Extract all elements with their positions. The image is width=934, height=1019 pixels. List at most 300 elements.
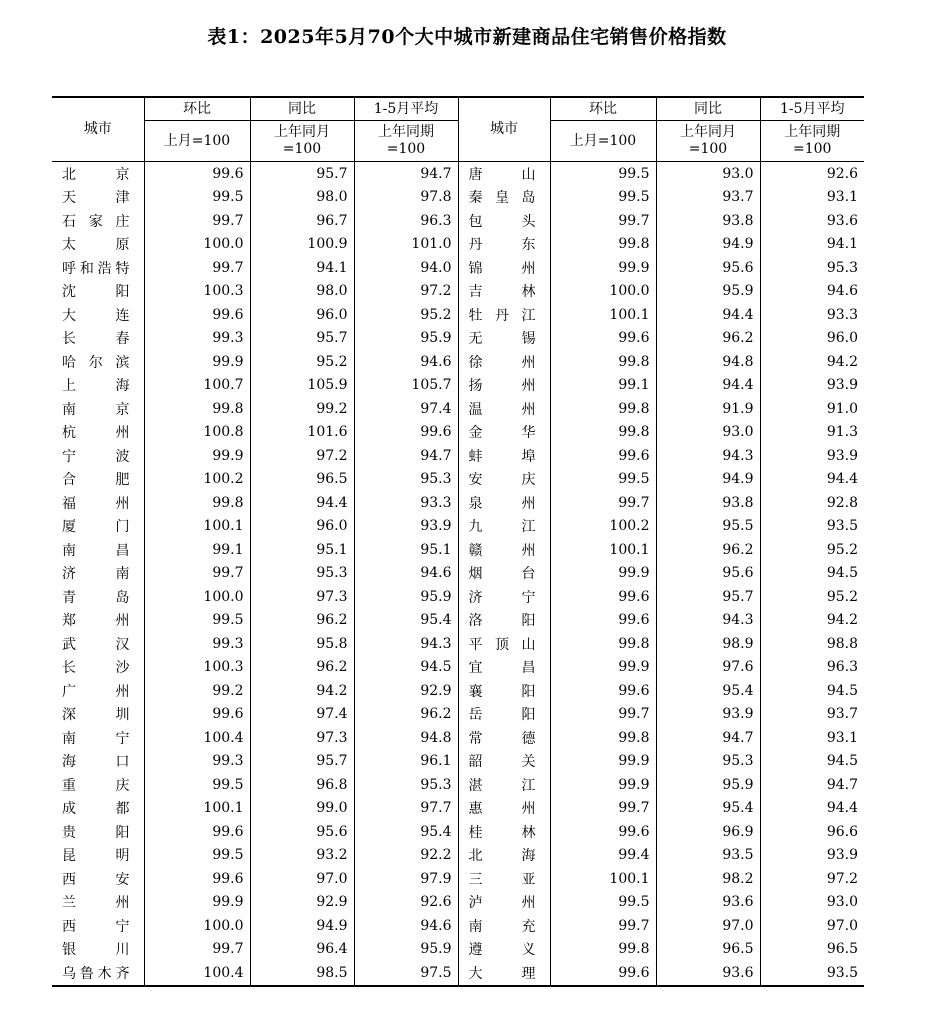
city-name-right: 扬 州 — [458, 374, 550, 398]
avg-value-left: 99.6 — [354, 421, 458, 445]
city-name-left: 福 州 — [62, 495, 130, 512]
avg-value-left: 92.9 — [354, 679, 458, 703]
yoy-value-right: 95.9 — [656, 773, 760, 797]
avg-value-left: 93.3 — [354, 491, 458, 515]
yoy-value-right: 98.2 — [656, 867, 760, 891]
mom-value-left: 99.7 — [144, 938, 250, 962]
avg-value-right: 94.2 — [760, 350, 864, 374]
mom-value-left: 100.3 — [144, 280, 250, 304]
avg-value-left: 97.8 — [354, 186, 458, 210]
mom-header-left: 环比 — [144, 97, 250, 121]
yoy-value-right: 94.7 — [656, 726, 760, 750]
yoy-header-right: 同比 — [656, 97, 760, 121]
yoy-value-right: 94.3 — [656, 609, 760, 633]
avg-base-left: 上年同期 =100 — [354, 121, 458, 162]
avg-value-left: 101.0 — [354, 233, 458, 257]
table-row — [52, 585, 864, 609]
table-row — [52, 703, 864, 727]
city-name-right: 赣 州 — [458, 538, 550, 562]
avg-value-right: 93.5 — [760, 515, 864, 539]
city-column-header-left: 城市 — [52, 97, 144, 162]
yoy-value-right: 93.7 — [656, 186, 760, 210]
yoy-value-right: 96.2 — [656, 538, 760, 562]
table-row — [52, 515, 864, 539]
mom-base-left: 上月=100 — [144, 121, 250, 162]
city-name-left: 杭 州 — [62, 425, 130, 442]
mom-value-left: 100.1 — [144, 797, 250, 821]
table-row — [52, 891, 864, 915]
avg-value-right: 97.2 — [760, 867, 864, 891]
city-name-left: 青 岛 — [62, 589, 130, 606]
city-name-right: 大 理 — [458, 961, 550, 986]
city-name-right: 蚌 埠 — [458, 444, 550, 468]
city-name-left: 南 京 — [62, 401, 130, 418]
mom-value-right: 100.1 — [550, 538, 656, 562]
yoy-value-left: 94.9 — [250, 914, 354, 938]
table-row — [52, 773, 864, 797]
table-row — [52, 374, 864, 398]
yoy-value-right: 95.7 — [656, 585, 760, 609]
yoy-value-left: 96.2 — [250, 609, 354, 633]
yoy-value-right: 94.9 — [656, 468, 760, 492]
mom-value-left: 99.6 — [144, 867, 250, 891]
mom-value-right: 100.0 — [550, 280, 656, 304]
mom-value-right: 99.9 — [550, 256, 656, 280]
mom-value-right: 99.1 — [550, 374, 656, 398]
table-row — [52, 632, 864, 656]
table-row — [52, 327, 864, 351]
mom-value-left: 99.3 — [144, 632, 250, 656]
avg-value-left: 93.9 — [354, 515, 458, 539]
city-name-right: 岳 阳 — [458, 703, 550, 727]
yoy-value-left: 97.2 — [250, 444, 354, 468]
avg-value-left: 97.2 — [354, 280, 458, 304]
mom-value-right: 99.7 — [550, 209, 656, 233]
yoy-value-left: 101.6 — [250, 421, 354, 445]
mom-value-left: 99.7 — [144, 562, 250, 586]
avg-value-right: 94.1 — [760, 233, 864, 257]
city-name-left: 大 连 — [62, 307, 130, 324]
yoy-value-left: 94.1 — [250, 256, 354, 280]
avg-value-left: 95.2 — [354, 303, 458, 327]
yoy-value-right: 98.9 — [656, 632, 760, 656]
table-row — [52, 867, 864, 891]
table-row — [52, 280, 864, 304]
mom-header-right: 环比 — [550, 97, 656, 121]
yoy-value-right: 96.5 — [656, 938, 760, 962]
avg-value-right: 91.3 — [760, 421, 864, 445]
mom-value-right: 99.5 — [550, 468, 656, 492]
city-column-header-right: 城市 — [458, 97, 550, 162]
avg-value-right: 94.5 — [760, 679, 864, 703]
table-row — [52, 397, 864, 421]
mom-value-right: 99.9 — [550, 656, 656, 680]
table-row — [52, 797, 864, 821]
city-name-right: 北 海 — [458, 844, 550, 868]
city-name-left: 南 宁 — [62, 730, 130, 747]
city-name-right: 徐 州 — [458, 350, 550, 374]
mom-value-right: 99.7 — [550, 703, 656, 727]
city-name-right: 无 锡 — [458, 327, 550, 351]
city-name-right: 秦皇岛 — [458, 186, 550, 210]
avg-value-left: 97.5 — [354, 961, 458, 986]
yoy-value-right: 93.6 — [656, 891, 760, 915]
city-name-right: 南 充 — [458, 914, 550, 938]
avg-value-right: 94.4 — [760, 797, 864, 821]
yoy-value-right: 97.0 — [656, 914, 760, 938]
yoy-value-right: 95.5 — [656, 515, 760, 539]
city-name-left: 重 庆 — [62, 777, 130, 794]
avg-value-right: 96.5 — [760, 938, 864, 962]
yoy-value-right: 93.5 — [656, 844, 760, 868]
city-name-left: 哈尔滨 — [62, 354, 130, 371]
yoy-value-right: 95.3 — [656, 750, 760, 774]
avg-value-right: 92.8 — [760, 491, 864, 515]
yoy-value-left: 95.7 — [250, 162, 354, 186]
city-name-left: 海 口 — [62, 754, 130, 771]
city-name-right: 平顶山 — [458, 632, 550, 656]
city-name-left: 乌鲁木齐 — [52, 961, 144, 986]
mom-value-right: 99.9 — [550, 750, 656, 774]
avg-value-left: 95.1 — [354, 538, 458, 562]
city-name-left: 上 海 — [62, 378, 130, 395]
price-index-table-container — [52, 96, 858, 987]
city-name-right: 唐 山 — [458, 162, 550, 186]
page-title: 表1：2025年5月70个大中城市新建商品住宅销售价格指数 — [207, 26, 727, 48]
table-row — [52, 726, 864, 750]
city-name-right: 桂 林 — [458, 820, 550, 844]
yoy-value-right: 94.4 — [656, 303, 760, 327]
mom-value-left: 99.3 — [144, 750, 250, 774]
mom-value-left: 99.9 — [144, 444, 250, 468]
avg-value-left: 94.3 — [354, 632, 458, 656]
avg-value-right: 91.0 — [760, 397, 864, 421]
yoy-value-left: 94.4 — [250, 491, 354, 515]
mom-value-right: 99.6 — [550, 585, 656, 609]
avg-value-right: 93.6 — [760, 209, 864, 233]
avg-value-right: 94.5 — [760, 750, 864, 774]
mom-value-right: 99.5 — [550, 162, 656, 186]
yoy-value-right: 94.8 — [656, 350, 760, 374]
mom-value-right: 99.5 — [550, 186, 656, 210]
avg-value-right: 95.2 — [760, 538, 864, 562]
yoy-value-left: 96.2 — [250, 656, 354, 680]
city-name-left: 银 川 — [62, 942, 130, 959]
yoy-value-left: 95.7 — [250, 750, 354, 774]
avg-value-left: 96.3 — [354, 209, 458, 233]
mom-value-left: 99.6 — [144, 703, 250, 727]
city-name-right: 安 庆 — [458, 468, 550, 492]
avg-value-left: 94.7 — [354, 444, 458, 468]
avg-base-right: 上年同期 =100 — [760, 121, 864, 162]
yoy-value-left: 95.2 — [250, 350, 354, 374]
yoy-value-left: 96.7 — [250, 209, 354, 233]
yoy-value-right: 93.6 — [656, 961, 760, 986]
mom-value-right: 99.8 — [550, 938, 656, 962]
avg-value-left: 97.4 — [354, 397, 458, 421]
yoy-value-left: 95.8 — [250, 632, 354, 656]
city-name-right: 惠 州 — [458, 797, 550, 821]
city-name-left: 郑 州 — [62, 613, 130, 630]
yoy-value-left: 97.0 — [250, 867, 354, 891]
avg-value-right: 93.5 — [760, 961, 864, 986]
yoy-value-left: 99.0 — [250, 797, 354, 821]
city-name-left: 呼和浩特 — [62, 260, 130, 277]
yoy-value-left: 98.5 — [250, 961, 354, 986]
table-row — [52, 186, 864, 210]
city-name-right: 牡丹江 — [458, 303, 550, 327]
avg-value-right: 93.1 — [760, 186, 864, 210]
avg-value-left: 92.6 — [354, 891, 458, 915]
avg-value-left: 95.9 — [354, 585, 458, 609]
yoy-value-right: 97.6 — [656, 656, 760, 680]
city-name-left: 成 都 — [62, 801, 130, 818]
city-name-left: 济 南 — [62, 566, 130, 583]
city-name-left: 西 安 — [62, 871, 130, 888]
city-name-right: 三 亚 — [458, 867, 550, 891]
mom-value-right: 99.8 — [550, 397, 656, 421]
city-name-left: 长 春 — [62, 331, 130, 348]
yoy-value-left: 96.5 — [250, 468, 354, 492]
table-row — [52, 468, 864, 492]
mom-value-left: 99.9 — [144, 891, 250, 915]
yoy-value-right: 93.0 — [656, 162, 760, 186]
city-name-right: 泸 州 — [458, 891, 550, 915]
yoy-value-right: 93.9 — [656, 703, 760, 727]
yoy-value-left: 95.6 — [250, 820, 354, 844]
yoy-value-left: 99.2 — [250, 397, 354, 421]
yoy-value-left: 95.1 — [250, 538, 354, 562]
yoy-base-left: 上年同月 =100 — [250, 121, 354, 162]
table-row — [52, 820, 864, 844]
table-row — [52, 350, 864, 374]
table-row — [52, 421, 864, 445]
mom-value-left: 99.5 — [144, 609, 250, 633]
city-name-left: 西 宁 — [62, 918, 130, 935]
avg-value-right: 94.4 — [760, 468, 864, 492]
mom-value-left: 100.0 — [144, 914, 250, 938]
mom-value-left: 99.7 — [144, 256, 250, 280]
mom-value-right: 99.6 — [550, 327, 656, 351]
city-name-right: 宜 昌 — [458, 656, 550, 680]
table-row — [52, 209, 864, 233]
mom-value-right: 99.6 — [550, 679, 656, 703]
avg-value-right: 96.6 — [760, 820, 864, 844]
mom-value-right: 100.2 — [550, 515, 656, 539]
table-row — [52, 656, 864, 680]
mom-value-right: 100.1 — [550, 867, 656, 891]
table-row — [52, 491, 864, 515]
avg-value-right: 98.8 — [760, 632, 864, 656]
mom-value-left: 99.6 — [144, 162, 250, 186]
city-name-right: 襄 阳 — [458, 679, 550, 703]
yoy-value-left: 94.2 — [250, 679, 354, 703]
avg-value-right: 93.9 — [760, 444, 864, 468]
yoy-value-left: 95.3 — [250, 562, 354, 586]
city-name-right: 金 华 — [458, 421, 550, 445]
city-name-left: 兰 州 — [62, 895, 130, 912]
mom-value-left: 99.6 — [144, 303, 250, 327]
city-name-right: 九 江 — [458, 515, 550, 539]
city-name-right: 锦 州 — [458, 256, 550, 280]
table-row — [52, 562, 864, 586]
avg-value-right: 95.3 — [760, 256, 864, 280]
avg-value-right: 94.5 — [760, 562, 864, 586]
table-row — [52, 961, 864, 986]
avg-value-left: 97.9 — [354, 867, 458, 891]
mom-value-left: 99.8 — [144, 397, 250, 421]
yoy-value-right: 95.6 — [656, 256, 760, 280]
yoy-value-right: 91.9 — [656, 397, 760, 421]
avg-value-right: 93.0 — [760, 891, 864, 915]
avg-value-right: 93.3 — [760, 303, 864, 327]
avg-value-left: 95.3 — [354, 773, 458, 797]
yoy-value-right: 94.4 — [656, 374, 760, 398]
yoy-value-left: 96.4 — [250, 938, 354, 962]
city-name-right: 洛 阳 — [458, 609, 550, 633]
city-name-left: 天 津 — [62, 190, 130, 207]
city-name-left: 昆 明 — [62, 848, 130, 865]
avg-value-left: 105.7 — [354, 374, 458, 398]
city-name-right: 遵 义 — [458, 938, 550, 962]
city-name-left: 长 沙 — [62, 660, 130, 677]
table-row — [52, 538, 864, 562]
yoy-value-left: 98.0 — [250, 186, 354, 210]
mom-value-right: 100.1 — [550, 303, 656, 327]
table-row — [52, 303, 864, 327]
mom-value-right: 99.7 — [550, 491, 656, 515]
yoy-value-left: 93.2 — [250, 844, 354, 868]
city-name-left: 深 圳 — [62, 707, 130, 724]
yoy-header-left: 同比 — [250, 97, 354, 121]
table-row — [52, 256, 864, 280]
city-name-right: 湛 江 — [458, 773, 550, 797]
yoy-value-right: 95.6 — [656, 562, 760, 586]
avg-value-left: 95.4 — [354, 820, 458, 844]
table-row — [52, 750, 864, 774]
yoy-value-left: 96.8 — [250, 773, 354, 797]
yoy-value-right: 94.3 — [656, 444, 760, 468]
yoy-value-left: 105.9 — [250, 374, 354, 398]
avg-header-left: 1-5月平均 — [354, 97, 458, 121]
yoy-value-right: 94.9 — [656, 233, 760, 257]
city-name-right: 包 头 — [458, 209, 550, 233]
city-name-left: 贵 阳 — [62, 824, 130, 841]
avg-value-right: 95.2 — [760, 585, 864, 609]
mom-value-left: 100.1 — [144, 515, 250, 539]
city-name-right: 丹 东 — [458, 233, 550, 257]
city-name-right: 烟 台 — [458, 562, 550, 586]
yoy-value-left: 97.3 — [250, 726, 354, 750]
avg-value-right: 97.0 — [760, 914, 864, 938]
mom-value-left: 99.7 — [144, 209, 250, 233]
city-name-right: 济 宁 — [458, 585, 550, 609]
avg-value-right: 96.3 — [760, 656, 864, 680]
price-index-table — [52, 96, 864, 987]
city-name-left: 厦 门 — [62, 519, 130, 536]
yoy-value-left: 95.7 — [250, 327, 354, 351]
city-name-left: 石家庄 — [62, 213, 130, 230]
city-name-left: 合 肥 — [62, 472, 130, 489]
mom-value-right: 99.8 — [550, 632, 656, 656]
mom-value-right: 99.8 — [550, 350, 656, 374]
table-row — [52, 162, 864, 186]
table-row — [52, 679, 864, 703]
avg-value-left: 92.2 — [354, 844, 458, 868]
yoy-value-left: 96.0 — [250, 515, 354, 539]
mom-value-right: 99.5 — [550, 891, 656, 915]
mom-value-left: 100.4 — [144, 726, 250, 750]
mom-value-right: 99.9 — [550, 562, 656, 586]
mom-value-left: 100.0 — [144, 585, 250, 609]
city-name-left: 南 昌 — [62, 542, 130, 559]
city-name-left: 广 州 — [62, 683, 130, 700]
mom-value-left: 99.5 — [144, 773, 250, 797]
table-row — [52, 609, 864, 633]
mom-value-right: 99.7 — [550, 914, 656, 938]
mom-value-left: 99.2 — [144, 679, 250, 703]
avg-value-right: 92.6 — [760, 162, 864, 186]
avg-value-left: 95.3 — [354, 468, 458, 492]
mom-value-right: 99.6 — [550, 961, 656, 986]
mom-value-right: 99.8 — [550, 726, 656, 750]
avg-value-left: 94.6 — [354, 562, 458, 586]
table-row — [52, 233, 864, 257]
city-name-left: 北 京 — [62, 166, 130, 183]
city-name-left: 宁 波 — [62, 448, 130, 465]
avg-value-right: 93.9 — [760, 374, 864, 398]
avg-value-left: 95.4 — [354, 609, 458, 633]
table-row — [52, 844, 864, 868]
yoy-value-right: 95.4 — [656, 797, 760, 821]
mom-value-right: 99.8 — [550, 233, 656, 257]
avg-value-left: 95.9 — [354, 327, 458, 351]
avg-value-left: 94.7 — [354, 162, 458, 186]
mom-value-right: 99.6 — [550, 444, 656, 468]
yoy-base-right: 上年同月 =100 — [656, 121, 760, 162]
avg-value-left: 94.8 — [354, 726, 458, 750]
avg-value-left: 96.2 — [354, 703, 458, 727]
mom-value-left: 99.5 — [144, 844, 250, 868]
avg-value-right: 94.7 — [760, 773, 864, 797]
avg-value-right: 93.1 — [760, 726, 864, 750]
yoy-value-left: 96.0 — [250, 303, 354, 327]
mom-value-right: 99.6 — [550, 820, 656, 844]
yoy-value-right: 95.4 — [656, 679, 760, 703]
table-body — [52, 162, 864, 986]
avg-value-right: 94.2 — [760, 609, 864, 633]
avg-value-right: 93.9 — [760, 844, 864, 868]
avg-value-left: 95.9 — [354, 938, 458, 962]
mom-value-right: 99.8 — [550, 421, 656, 445]
city-name-right: 泉 州 — [458, 491, 550, 515]
table-row — [52, 444, 864, 468]
mom-value-right: 99.4 — [550, 844, 656, 868]
mom-value-right: 99.7 — [550, 797, 656, 821]
mom-value-left: 100.8 — [144, 421, 250, 445]
yoy-value-left: 100.9 — [250, 233, 354, 257]
mom-value-left: 100.7 — [144, 374, 250, 398]
yoy-value-left: 92.9 — [250, 891, 354, 915]
table-row — [52, 914, 864, 938]
mom-value-left: 100.0 — [144, 233, 250, 257]
yoy-value-right: 96.9 — [656, 820, 760, 844]
mom-value-left: 100.3 — [144, 656, 250, 680]
avg-value-left: 94.6 — [354, 350, 458, 374]
mom-value-left: 99.5 — [144, 186, 250, 210]
mom-value-left: 99.1 — [144, 538, 250, 562]
yoy-value-left: 98.0 — [250, 280, 354, 304]
